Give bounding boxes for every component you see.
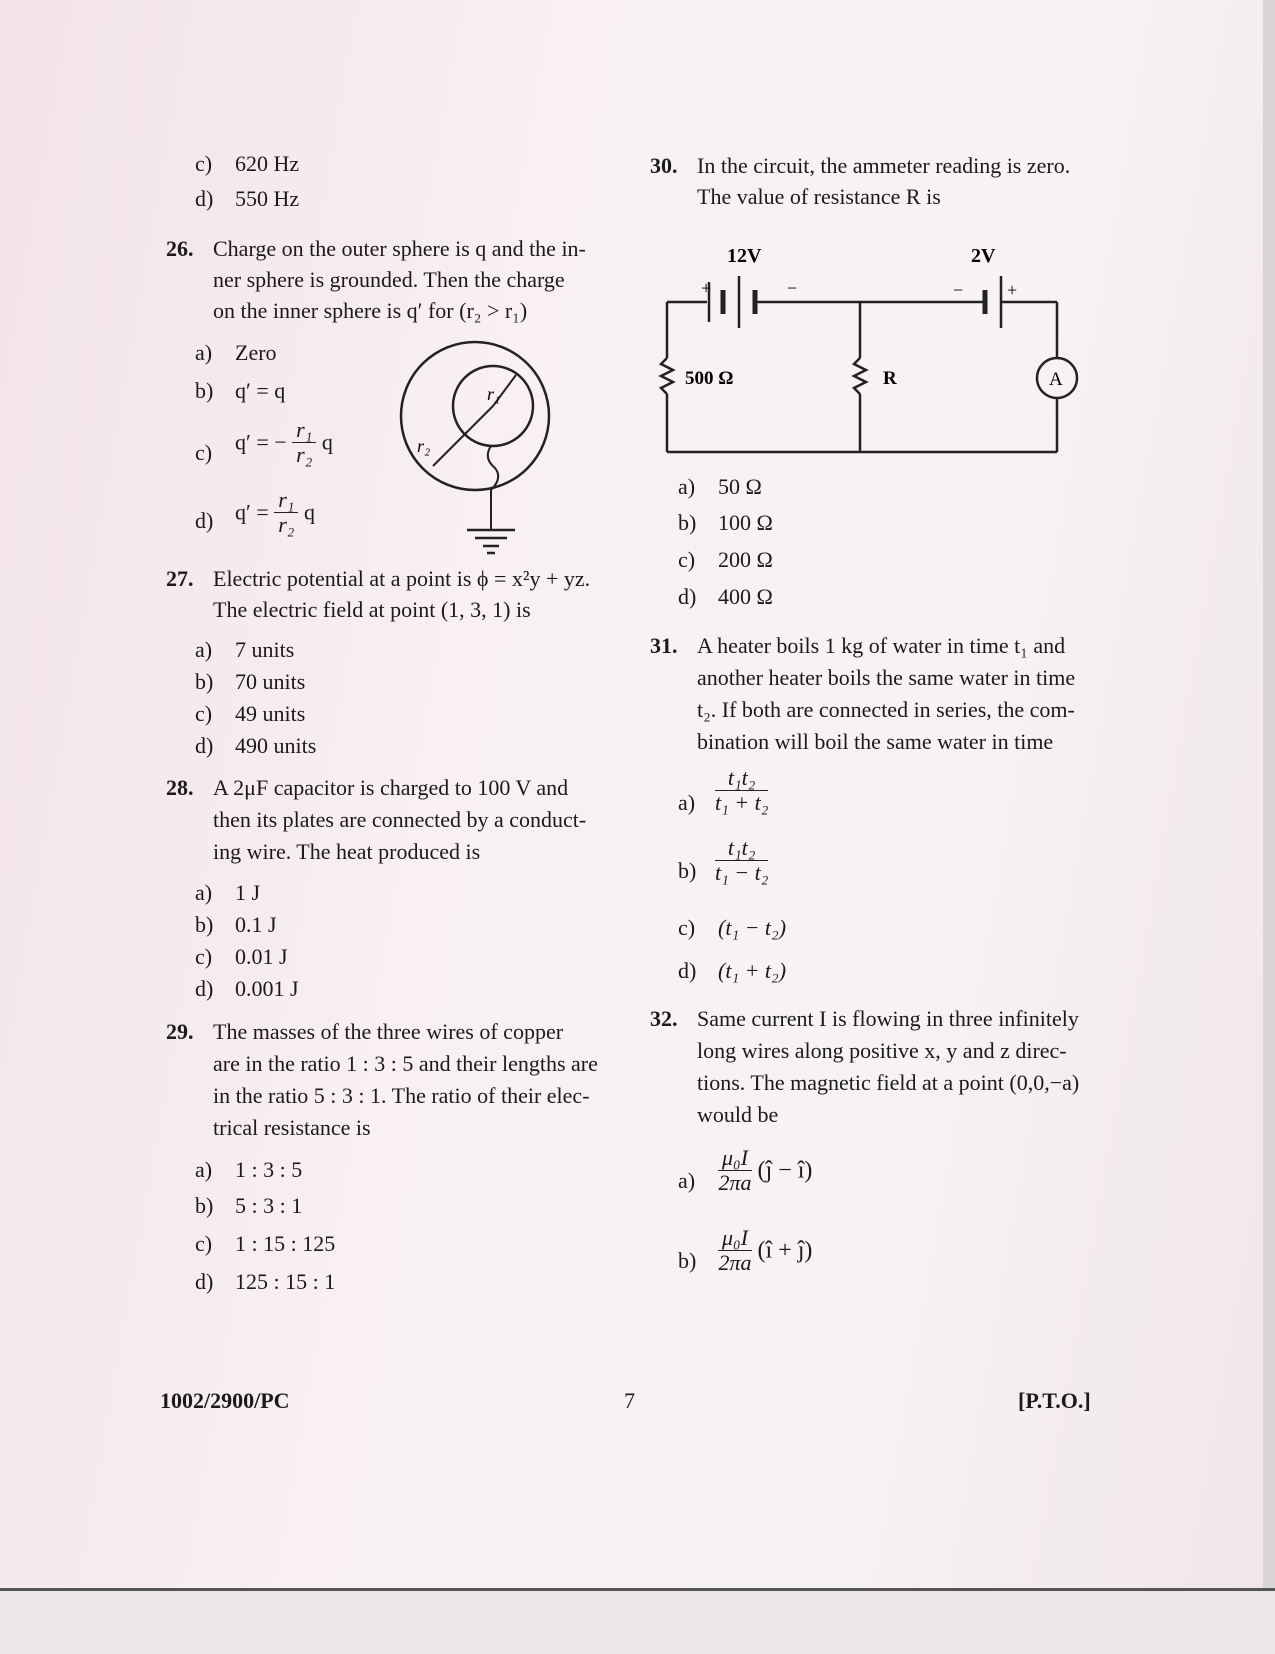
scan-edge	[1263, 0, 1275, 1651]
q26-sphere-figure	[395, 338, 555, 563]
option-label-b: b)	[195, 912, 214, 937]
paper-code: 1002/2900/PC	[160, 1388, 290, 1413]
q30-line-2: The value of resistance R is	[697, 184, 941, 209]
q29-option-a: 1 : 3 : 5	[235, 1157, 303, 1182]
q32-line-2: long wires along positive x, y and z direc-	[697, 1038, 1067, 1063]
q29-number: 29.	[166, 1019, 194, 1044]
q31-option-c: (t₁ − t₂)	[718, 915, 787, 940]
battery2-minus: −	[953, 280, 964, 300]
q28-option-a: 1 J	[235, 880, 261, 905]
resistor2-label: R	[883, 368, 897, 389]
outer-sphere	[401, 342, 549, 490]
q27-option-c: 49 units	[235, 701, 306, 726]
option-label-d: d)	[678, 958, 697, 983]
option-label-c: c)	[195, 1231, 213, 1256]
resistor-r	[854, 358, 866, 394]
option-label-d: d)	[195, 508, 214, 533]
q25-option-c: 620 Hz	[235, 151, 300, 176]
q30-line-1: In the circuit, the ammeter reading is zero.	[697, 153, 1071, 178]
page-number: 7	[624, 1388, 635, 1413]
q26-option-b: q′ = q	[235, 378, 286, 403]
battery1-plus: +	[701, 278, 712, 298]
q30-number: 30.	[650, 153, 678, 178]
option-label-b: b)	[678, 510, 697, 535]
option-label-c: c)	[195, 944, 213, 969]
q27-option-d: 490 units	[235, 733, 317, 758]
q31-line-2: another heater boils the same water in time	[697, 665, 1076, 690]
q31-option-b: $\frac{\text{t₁t₂}}{\text{t₁ − t₂}}$	[715, 835, 769, 885]
q25-option-d: 550 Hz	[235, 186, 300, 211]
q28-line-1: A 2μF capacitor is charged to 100 V and	[213, 775, 569, 800]
option-label-b: b)	[678, 1248, 697, 1273]
q28-option-d: 0.001 J	[235, 976, 299, 1001]
option-label-a: a)	[195, 880, 213, 905]
q27-number: 27.	[166, 566, 194, 591]
q31-option-a: $\frac{\text{t₁t₂}}{\text{t₁ + t₂}}$	[715, 765, 769, 815]
resistor1-label: 500 Ω	[685, 368, 734, 389]
option-label-c: c)	[195, 151, 213, 176]
q30-option-b: 100 Ω	[718, 510, 773, 535]
q29-line-1: The masses of the three wires of copper	[213, 1019, 564, 1044]
option-label-d: d)	[678, 584, 697, 609]
option-label-c: c)	[678, 547, 696, 572]
option-label-c: c)	[195, 440, 213, 465]
q30-option-c: 200 Ω	[718, 547, 773, 572]
q30-circuit-diagram	[655, 240, 1095, 460]
option-label-b: b)	[195, 378, 214, 403]
q32-line-4: would be	[697, 1102, 779, 1127]
q31-line-4: bination will boil the same water in time	[697, 729, 1054, 754]
q28-option-c: 0.01 J	[235, 944, 288, 969]
q31-number: 31.	[650, 633, 678, 658]
resistor-500-ohm	[661, 358, 673, 394]
option-label-a: a)	[678, 1168, 696, 1193]
q29-option-c: 1 : 15 : 125	[235, 1231, 336, 1256]
option-label-c: c)	[195, 701, 213, 726]
q26-line-3: on the inner sphere is q′ for (r₂ > r₁)	[213, 298, 528, 323]
q28-line-2: then its plates are connected by a conduct-	[213, 807, 587, 832]
ammeter-label: A	[1049, 369, 1063, 390]
q29-line-4: trical resistance is	[213, 1115, 371, 1140]
q32-number: 32.	[650, 1006, 678, 1031]
q29-option-d: 125 : 15 : 1	[235, 1269, 336, 1294]
q27-option-a: 7 units	[235, 637, 295, 662]
label-r1: r₁	[487, 384, 501, 404]
q32-option-b: $\frac{\text{μ₀I}}{2\pi a}$ (î + ĵ)	[718, 1225, 813, 1275]
option-label-c: c)	[678, 915, 696, 940]
q26-option-a: Zero	[235, 340, 277, 365]
q26-option-d: q′ = $\frac{\text{r₁}}{\text{r₂}}$ q	[235, 487, 315, 537]
battery1-label: 12V	[727, 245, 762, 267]
q29-option-b: 5 : 3 : 1	[235, 1193, 303, 1218]
option-label-d: d)	[195, 186, 214, 211]
q26-option-c: q′ = − $\frac{\text{r₁}}{\text{r₂}}$ q	[235, 417, 333, 467]
option-label-d: d)	[195, 1269, 214, 1294]
q28-option-b: 0.1 J	[235, 912, 277, 937]
option-label-a: a)	[678, 790, 696, 815]
option-label-a: a)	[195, 1157, 213, 1182]
battery2-plus: +	[1007, 280, 1018, 300]
q27-option-b: 70 units	[235, 669, 306, 694]
q29-line-2: are in the ratio 1 : 3 : 5 and their lengths are	[213, 1051, 598, 1076]
q28-number: 28.	[166, 775, 194, 800]
q27-line-1: Electric potential at a point is ϕ = x²y + yz.	[213, 566, 591, 591]
q29-line-3: in the ratio 5 : 3 : 1. The ratio of their elec-	[213, 1083, 590, 1108]
option-label-b: b)	[195, 669, 214, 694]
q32-line-3: tions. The magnetic field at a point (0,0,−a)	[697, 1070, 1080, 1095]
q28-line-3: ing wire. The heat produced is	[213, 839, 481, 864]
option-label-d: d)	[195, 976, 214, 1001]
battery2-label: 2V	[971, 245, 996, 267]
battery1-minus: −	[787, 278, 798, 298]
q27-line-2: The electric field at point (1, 3, 1) is	[213, 597, 531, 622]
q30-option-d: 400 Ω	[718, 584, 773, 609]
option-label-a: a)	[678, 474, 696, 499]
option-label-b: b)	[678, 858, 697, 883]
q31-line-1: A heater boils 1 kg of water in time t₁ and	[697, 633, 1066, 658]
q26-line-2: ner sphere is grounded. Then the charge	[213, 267, 565, 292]
pto-label: [P.T.O.]	[1018, 1388, 1091, 1413]
q31-line-3: t₂. If both are connected in series, the com-	[697, 697, 1075, 722]
option-label-b: b)	[195, 1193, 214, 1218]
q26-number: 26.	[166, 236, 194, 261]
q32-line-1: Same current I is flowing in three infinitely	[697, 1006, 1079, 1031]
q26-line-1: Charge on the outer sphere is q and the in-	[213, 236, 586, 261]
scan-bottom-edge	[0, 1588, 1275, 1654]
label-r2: r₂	[417, 436, 431, 456]
option-label-a: a)	[195, 637, 213, 662]
radius-r2	[433, 406, 493, 466]
option-label-a: a)	[195, 340, 213, 365]
q32-option-a: $\frac{\text{μ₀I}}{2\pi a}$ (ĵ − î)	[718, 1145, 813, 1195]
q30-option-a: 50 Ω	[718, 474, 762, 499]
option-label-d: d)	[195, 733, 214, 758]
q31-option-d: (t₁ + t₂)	[718, 958, 787, 983]
